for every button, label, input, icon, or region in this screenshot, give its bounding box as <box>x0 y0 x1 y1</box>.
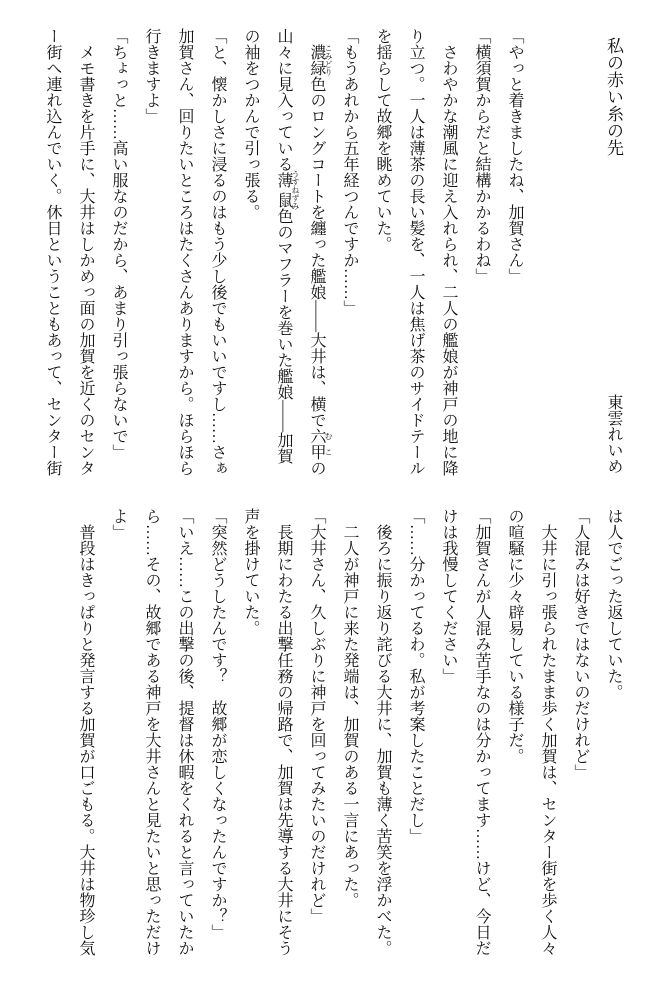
title-author-gap <box>597 156 630 394</box>
text-line: 行きますよ」 <box>143 28 160 124</box>
text-line: 山々に見入っている薄鼠 うすねずみ色のマフラーを巻いた艦娘――加賀 <box>275 28 300 464</box>
body-columns-top <box>36 28 531 484</box>
text-line: り立つ。一人は薄茶の長い髪を、一人は焦げ茶のサイドテール <box>407 28 424 476</box>
text-line: 「と、懐かしさに浸るのはもう少し後でもいいですし……さぁ <box>209 28 226 476</box>
text-line: 大井に引っ張られたまま歩く加賀は、センター街を歩く人々 <box>539 524 556 956</box>
top-text-block <box>28 28 630 484</box>
text-line: の喧騒に少々辟易している様子だ。 <box>506 508 523 764</box>
furigana-ruby: 薄鼠 うすねずみ <box>275 170 300 210</box>
title-column <box>597 28 630 484</box>
text-line: は人でごった返していた。 <box>605 508 622 700</box>
body-columns-bottom <box>69 508 630 964</box>
text-line: ら……その、故郷である神戸を大井さんと見たいと思っただけ <box>143 508 160 956</box>
text-line: 普段はきっぱりと発言する加賀が口ごもる。大井は物珍し気 <box>77 524 94 956</box>
text-line: よ」 <box>110 508 127 540</box>
text-line: 「……分かってるわ。私が考案したことだし」 <box>407 508 424 844</box>
furigana-ruby: 六甲 むこ <box>308 428 333 460</box>
title-column-endpad <box>597 474 630 484</box>
text-line: 後ろに振り返り詫びる大井に、加賀も薄く苦笑を浮かべた。 <box>374 524 391 956</box>
text-line: けは我慢してください」 <box>440 508 457 684</box>
text-line: を揺らして故郷を眺めていた。 <box>374 28 391 252</box>
text-line: 「大井さん、久しぶりに神戸を回ってみたいのだけれど」 <box>308 508 325 924</box>
text-line: 加賀さん、回りたいところはたくさんありますから。ほらほら <box>176 28 193 476</box>
text-line: 「もうあれから五年経つんですか……」 <box>341 28 358 316</box>
text-line: メモ書きを片手に、大井はしかめっ面の加賀を近くのセンタ <box>77 44 94 476</box>
furigana-ruby: 濃緑 こみどり <box>308 44 333 76</box>
text-line: 「突然どうしたんです？ 故郷が恋しくなったんですか？」 <box>209 508 226 940</box>
text-line: ー街へ連れ込んでいく。休日ということもあって、センター街 <box>44 28 61 476</box>
text-line: 声を掛けていた。 <box>242 508 259 636</box>
text-line: 「人混みは好きではないのだけれど」 <box>572 508 589 780</box>
text-line: 長期にわたる出撃任務の帰路で、加賀は先導する大井にそう <box>275 524 292 956</box>
text-line: 二人が神戸に来た発端は、加賀のある一言にあった。 <box>341 524 358 908</box>
text-line: の袖をつかんで引っ張る。 <box>242 28 259 220</box>
text-line: 「横須賀からだと結構かかるわね」 <box>473 28 490 284</box>
text-line: 「ちょっと……高い服なのだから、あまり引っ張らないで」 <box>110 28 127 460</box>
bottom-text-block <box>28 508 630 964</box>
text-line: 「やっと着きましたね、加賀さん」 <box>506 28 523 284</box>
novel-title: 私の赤い糸の先 <box>604 37 623 156</box>
novel-author: 東雲れいめ <box>605 394 622 474</box>
text-line: 「いえ……この出撃の後、提督は休暇をくれると言っていたか <box>176 508 193 956</box>
text-line: 濃緑 こみどり色のロングコートを纏った艦娘――大井は、横で六甲 むこの <box>308 44 333 476</box>
text-line: さわやかな潮風に迎え入れられ、二人の艦娘が神戸の地に降 <box>440 44 457 476</box>
text-line: 「加賀さんが人混み苦手なのは分かってます……けど、今日だ <box>473 508 490 956</box>
